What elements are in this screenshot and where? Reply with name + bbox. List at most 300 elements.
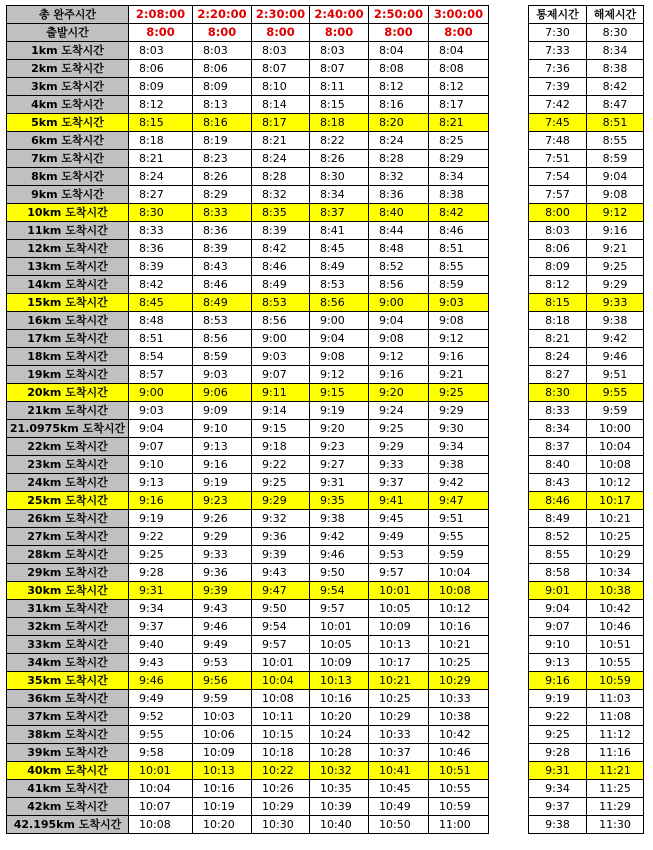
release-time-cell: 9:51 [587, 366, 644, 384]
arrival-time-cell: 9:59 [429, 546, 489, 564]
control-row [529, 780, 644, 798]
control-time-cell: 9:04 [529, 600, 587, 618]
start-time-label: 출발시간 [7, 24, 129, 42]
release-time-cell: 8:34 [587, 42, 644, 60]
control-time-cell: 8:46 [529, 492, 587, 510]
control-row [529, 546, 644, 564]
release-time-cell: 10:04 [587, 438, 644, 456]
finish-time-header: 2:50:00 [369, 6, 429, 24]
arrival-time-cell: 9:04 [369, 312, 429, 330]
distance-label: 28km 도착시간 [7, 546, 129, 564]
arrival-time-cell: 9:35 [310, 492, 369, 510]
arrival-time-cell: 8:49 [252, 276, 310, 294]
arrival-time-cell: 9:08 [429, 312, 489, 330]
distance-label: 5km 도착시간 [7, 114, 129, 132]
arrival-time-cell: 9:55 [129, 726, 193, 744]
finish-time-header: 2:20:00 [193, 6, 252, 24]
control-row [529, 222, 644, 240]
arrival-time-cell: 8:44 [369, 222, 429, 240]
arrival-time-cell: 9:03 [193, 366, 252, 384]
distance-label: 3km 도착시간 [7, 78, 129, 96]
arrival-time-cell: 8:15 [129, 114, 193, 132]
arrival-time-cell: 9:19 [193, 474, 252, 492]
distance-label: 41km 도착시간 [7, 780, 129, 798]
arrival-time-cell: 8:13 [193, 96, 252, 114]
arrival-time-cell: 8:16 [369, 96, 429, 114]
control-row [529, 96, 644, 114]
arrival-time-cell: 9:23 [310, 438, 369, 456]
control-row [529, 510, 644, 528]
arrival-time-cell: 9:34 [429, 438, 489, 456]
arrival-time-cell: 9:25 [252, 474, 310, 492]
table-row [7, 654, 489, 672]
arrival-time-cell: 9:19 [129, 510, 193, 528]
arrival-time-cell: 8:45 [129, 294, 193, 312]
control-time-cell: 8:33 [529, 402, 587, 420]
arrival-time-cell: 8:36 [369, 186, 429, 204]
arrival-time-cell: 8:53 [310, 276, 369, 294]
arrival-time-cell: 8:36 [193, 222, 252, 240]
control-time-cell: 9:28 [529, 744, 587, 762]
arrival-time-cell: 9:53 [193, 654, 252, 672]
table-row [7, 780, 489, 798]
control-row [529, 726, 644, 744]
control-time-cell: 8:30 [529, 384, 587, 402]
distance-label: 12km 도착시간 [7, 240, 129, 258]
control-row [529, 240, 644, 258]
arrival-time-cell: 10:21 [429, 636, 489, 654]
arrival-time-cell: 9:31 [310, 474, 369, 492]
control-row [529, 636, 644, 654]
release-time-cell: 9:33 [587, 294, 644, 312]
release-time-cell: 9:46 [587, 348, 644, 366]
arrival-time-cell: 9:49 [129, 690, 193, 708]
arrival-time-cell: 9:54 [252, 618, 310, 636]
arrival-time-cell: 9:46 [193, 618, 252, 636]
arrival-time-cell: 10:07 [129, 798, 193, 816]
arrival-time-cell: 10:33 [429, 690, 489, 708]
arrival-time-cell: 9:30 [429, 420, 489, 438]
arrival-time-cell: 10:35 [310, 780, 369, 798]
release-time-cell: 9:55 [587, 384, 644, 402]
distance-label: 14km 도착시간 [7, 276, 129, 294]
arrival-time-cell: 9:57 [252, 636, 310, 654]
arrival-time-cell: 8:33 [193, 204, 252, 222]
release-time-cell: 10:21 [587, 510, 644, 528]
table-row [7, 204, 489, 222]
arrival-time-cell: 10:20 [193, 816, 252, 834]
start-time-cell: 8:00 [193, 24, 252, 42]
start-time-row [7, 24, 489, 42]
arrival-time-cell: 10:29 [369, 708, 429, 726]
arrival-time-cell: 8:39 [193, 240, 252, 258]
arrival-time-cell: 10:15 [252, 726, 310, 744]
control-row [529, 438, 644, 456]
arrival-time-cell: 10:25 [429, 654, 489, 672]
arrival-time-cell: 9:12 [369, 348, 429, 366]
arrival-time-cell: 8:22 [310, 132, 369, 150]
control-row [529, 294, 644, 312]
control-row [529, 744, 644, 762]
control-time-cell: 8:03 [529, 222, 587, 240]
distance-label: 26km 도착시간 [7, 510, 129, 528]
arrival-time-cell: 9:29 [193, 528, 252, 546]
table-row [7, 78, 489, 96]
arrival-time-cell: 10:19 [193, 798, 252, 816]
arrival-time-cell: 8:21 [252, 132, 310, 150]
control-row [529, 402, 644, 420]
arrival-time-cell: 10:11 [252, 708, 310, 726]
control-time-cell: 7:39 [529, 78, 587, 96]
distance-label: 39km 도착시간 [7, 744, 129, 762]
distance-label: 40km 도착시간 [7, 762, 129, 780]
control-row [529, 114, 644, 132]
arrival-time-cell: 8:03 [310, 42, 369, 60]
arrival-time-cell: 9:13 [193, 438, 252, 456]
table-row [7, 582, 489, 600]
arrival-time-cell: 8:18 [129, 132, 193, 150]
arrival-time-cell: 10:39 [310, 798, 369, 816]
table-row [7, 762, 489, 780]
arrival-time-cell: 11:00 [429, 816, 489, 834]
finish-time-header: 2:08:00 [129, 6, 193, 24]
arrival-time-cell: 10:32 [310, 762, 369, 780]
arrival-time-cell: 9:49 [369, 528, 429, 546]
arrival-time-cell: 10:40 [310, 816, 369, 834]
arrival-time-cell: 8:53 [193, 312, 252, 330]
control-time-cell: 8:58 [529, 564, 587, 582]
control-time-cell: 7:30 [529, 24, 587, 42]
distance-label: 30km 도착시간 [7, 582, 129, 600]
arrival-time-cell: 10:13 [310, 672, 369, 690]
release-time-cell: 10:42 [587, 600, 644, 618]
arrival-time-cell: 10:20 [310, 708, 369, 726]
control-time-cell: 9:25 [529, 726, 587, 744]
arrival-time-cell: 8:11 [310, 78, 369, 96]
arrival-time-cell: 9:47 [429, 492, 489, 510]
release-time-cell: 10:59 [587, 672, 644, 690]
table-row [7, 60, 489, 78]
release-time-cell: 11:12 [587, 726, 644, 744]
arrival-time-cell: 8:46 [193, 276, 252, 294]
arrival-time-cell: 10:18 [252, 744, 310, 762]
arrival-time-cell: 9:42 [310, 528, 369, 546]
distance-label: 6km 도착시간 [7, 132, 129, 150]
release-time-cell: 9:16 [587, 222, 644, 240]
arrival-time-cell: 8:35 [252, 204, 310, 222]
arrival-time-cell: 10:01 [310, 618, 369, 636]
table-row [7, 618, 489, 636]
arrival-time-cell: 8:40 [369, 204, 429, 222]
arrival-time-cell: 9:41 [369, 492, 429, 510]
arrival-time-cell: 9:21 [429, 366, 489, 384]
arrival-time-cell: 10:04 [252, 672, 310, 690]
control-time-cell: 8:40 [529, 456, 587, 474]
arrival-time-cell: 10:50 [369, 816, 429, 834]
arrival-time-cell: 8:06 [129, 60, 193, 78]
table-row [7, 474, 489, 492]
release-time-cell: 10:25 [587, 528, 644, 546]
distance-label: 24km 도착시간 [7, 474, 129, 492]
finish-time-header: 3:00:00 [429, 6, 489, 24]
arrival-time-cell: 9:15 [310, 384, 369, 402]
arrival-time-cell: 8:25 [429, 132, 489, 150]
arrival-time-cell: 8:09 [129, 78, 193, 96]
start-time-cell: 8:00 [429, 24, 489, 42]
arrival-time-cell: 10:29 [429, 672, 489, 690]
arrival-time-cell: 9:16 [129, 492, 193, 510]
arrival-time-cell: 9:03 [129, 402, 193, 420]
arrival-time-cell: 8:37 [310, 204, 369, 222]
distance-label: 21.0975km 도착시간 [7, 420, 129, 438]
arrival-time-cell: 8:03 [252, 42, 310, 60]
arrival-time-cell: 10:09 [369, 618, 429, 636]
arrival-time-cell: 9:23 [193, 492, 252, 510]
control-time-header: 통제시간 [529, 6, 587, 24]
arrival-time-cell: 10:38 [429, 708, 489, 726]
arrival-time-cell: 9:08 [310, 348, 369, 366]
arrival-time-cell: 10:26 [252, 780, 310, 798]
arrival-time-cell: 8:30 [129, 204, 193, 222]
arrival-time-cell: 8:27 [129, 186, 193, 204]
arrival-time-cell: 8:53 [252, 294, 310, 312]
release-time-cell: 11:16 [587, 744, 644, 762]
arrival-time-cell: 9:14 [252, 402, 310, 420]
release-time-cell: 9:29 [587, 276, 644, 294]
release-time-cell: 10:17 [587, 492, 644, 510]
release-time-cell: 9:12 [587, 204, 644, 222]
arrival-time-cell: 9:00 [252, 330, 310, 348]
arrival-time-cell: 8:46 [252, 258, 310, 276]
arrival-time-cell: 9:07 [129, 438, 193, 456]
arrival-time-cell: 9:22 [129, 528, 193, 546]
arrival-time-cell: 8:24 [369, 132, 429, 150]
arrival-time-cell: 8:03 [193, 42, 252, 60]
distance-label: 37km 도착시간 [7, 708, 129, 726]
arrival-time-cell: 9:47 [252, 582, 310, 600]
arrival-time-cell: 9:46 [310, 546, 369, 564]
arrival-time-cell: 10:16 [310, 690, 369, 708]
distance-label: 21km 도착시간 [7, 402, 129, 420]
control-row [529, 168, 644, 186]
distance-label: 36km 도착시간 [7, 690, 129, 708]
arrival-time-cell: 8:46 [429, 222, 489, 240]
control-time-cell: 8:43 [529, 474, 587, 492]
arrival-time-cell: 8:45 [310, 240, 369, 258]
table-row [7, 564, 489, 582]
arrival-time-cell: 8:36 [129, 240, 193, 258]
control-row [529, 816, 644, 834]
arrival-time-cell: 9:18 [252, 438, 310, 456]
arrival-time-cell: 9:20 [369, 384, 429, 402]
arrival-time-cell: 8:07 [310, 60, 369, 78]
table-row [7, 312, 489, 330]
arrival-time-cell: 10:08 [129, 816, 193, 834]
arrival-time-cell: 9:53 [369, 546, 429, 564]
arrival-time-cell: 8:48 [369, 240, 429, 258]
arrival-time-cell: 9:16 [429, 348, 489, 366]
distance-label: 13km 도착시간 [7, 258, 129, 276]
control-time-cell: 8:12 [529, 276, 587, 294]
arrival-time-cell: 9:29 [252, 492, 310, 510]
table-row [7, 114, 489, 132]
control-time-cell: 8:09 [529, 258, 587, 276]
arrival-time-cell: 8:55 [429, 258, 489, 276]
release-time-cell: 8:42 [587, 78, 644, 96]
control-time-cell: 9:19 [529, 690, 587, 708]
distance-label: 38km 도착시간 [7, 726, 129, 744]
arrival-time-cell: 8:07 [252, 60, 310, 78]
arrival-time-cell: 9:25 [369, 420, 429, 438]
control-row [529, 384, 644, 402]
release-time-cell: 10:34 [587, 564, 644, 582]
table-row [7, 420, 489, 438]
table-row [7, 672, 489, 690]
table-row [7, 186, 489, 204]
control-time-cell: 8:18 [529, 312, 587, 330]
arrival-time-cell: 8:32 [369, 168, 429, 186]
control-time-cell: 8:06 [529, 240, 587, 258]
arrival-time-cell: 9:13 [129, 474, 193, 492]
arrival-time-cell: 10:05 [310, 636, 369, 654]
table-row [7, 384, 489, 402]
distance-label: 10km 도착시간 [7, 204, 129, 222]
arrival-time-cell: 10:01 [129, 762, 193, 780]
table-row [7, 636, 489, 654]
arrival-time-cell: 8:56 [310, 294, 369, 312]
control-row [529, 618, 644, 636]
table-row [7, 42, 489, 60]
arrival-time-cell: 9:46 [129, 672, 193, 690]
arrival-time-cell: 8:04 [429, 42, 489, 60]
table-row [7, 816, 489, 834]
control-time-cell: 8:24 [529, 348, 587, 366]
arrival-time-cell: 8:26 [193, 168, 252, 186]
control-time-cell: 7:45 [529, 114, 587, 132]
arrival-time-cell: 9:58 [129, 744, 193, 762]
distance-label: 31km 도착시간 [7, 600, 129, 618]
arrival-time-cell: 8:56 [369, 276, 429, 294]
release-time-cell: 10:29 [587, 546, 644, 564]
arrival-time-cell: 9:55 [429, 528, 489, 546]
table-row [7, 348, 489, 366]
arrival-time-cell: 9:00 [369, 294, 429, 312]
arrival-time-cell: 10:24 [310, 726, 369, 744]
arrival-time-cell: 10:49 [369, 798, 429, 816]
control-row [529, 78, 644, 96]
distance-label: 2km 도착시간 [7, 60, 129, 78]
arrival-time-cell: 9:38 [429, 456, 489, 474]
control-row [529, 330, 644, 348]
arrival-time-cell: 9:54 [310, 582, 369, 600]
table-row [7, 168, 489, 186]
arrival-time-cell: 10:16 [429, 618, 489, 636]
arrival-time-cell: 10:08 [429, 582, 489, 600]
arrival-time-cell: 9:42 [429, 474, 489, 492]
arrival-time-cell: 8:09 [193, 78, 252, 96]
arrival-time-cell: 10:09 [310, 654, 369, 672]
control-row [529, 456, 644, 474]
arrival-time-cell: 9:36 [193, 564, 252, 582]
control-time-cell: 8:21 [529, 330, 587, 348]
arrival-time-cell: 9:06 [193, 384, 252, 402]
control-row [529, 672, 644, 690]
arrival-time-cell: 10:03 [193, 708, 252, 726]
arrival-time-cell: 8:42 [129, 276, 193, 294]
table-row [7, 258, 489, 276]
distance-label: 25km 도착시간 [7, 492, 129, 510]
control-time-cell: 9:34 [529, 780, 587, 798]
arrival-time-cell: 9:43 [252, 564, 310, 582]
arrival-time-cell: 9:50 [252, 600, 310, 618]
release-time-cell: 10:12 [587, 474, 644, 492]
arrival-time-cell: 8:08 [429, 60, 489, 78]
release-time-cell: 8:47 [587, 96, 644, 114]
control-row [529, 42, 644, 60]
arrival-time-cell: 9:43 [193, 600, 252, 618]
table-row [7, 528, 489, 546]
arrival-time-cell: 8:57 [129, 366, 193, 384]
control-row [529, 762, 644, 780]
distance-label: 1km 도착시간 [7, 42, 129, 60]
control-time-cell: 8:15 [529, 294, 587, 312]
release-time-cell: 8:55 [587, 132, 644, 150]
control-row [529, 60, 644, 78]
distance-label: 15km 도착시간 [7, 294, 129, 312]
arrival-time-cell: 8:41 [310, 222, 369, 240]
release-time-cell: 11:29 [587, 798, 644, 816]
table-row [7, 744, 489, 762]
arrival-time-cell: 10:30 [252, 816, 310, 834]
arrival-time-cell: 10:59 [429, 798, 489, 816]
arrival-time-cell: 9:09 [193, 402, 252, 420]
arrival-time-cell: 10:46 [429, 744, 489, 762]
distance-label: 9km 도착시간 [7, 186, 129, 204]
arrival-time-cell: 8:17 [252, 114, 310, 132]
release-time-cell: 11:03 [587, 690, 644, 708]
arrival-time-cell: 9:40 [129, 636, 193, 654]
distance-label: 19km 도착시간 [7, 366, 129, 384]
arrival-time-cell: 8:12 [429, 78, 489, 96]
control-time-table [528, 5, 644, 834]
distance-label: 7km 도착시간 [7, 150, 129, 168]
arrival-time-cell: 10:21 [369, 672, 429, 690]
arrival-time-cell: 10:13 [369, 636, 429, 654]
arrival-time-cell: 9:56 [193, 672, 252, 690]
release-time-cell: 10:55 [587, 654, 644, 672]
control-time-cell: 9:22 [529, 708, 587, 726]
table-row [7, 132, 489, 150]
control-time-cell: 9:38 [529, 816, 587, 834]
arrival-time-cell: 8:42 [252, 240, 310, 258]
arrival-time-cell: 9:59 [193, 690, 252, 708]
control-time-cell: 8:49 [529, 510, 587, 528]
distance-label: 16km 도착시간 [7, 312, 129, 330]
distance-label: 23km 도착시간 [7, 456, 129, 474]
arrival-time-cell: 8:14 [252, 96, 310, 114]
distance-label: 17km 도착시간 [7, 330, 129, 348]
table-row [7, 276, 489, 294]
arrival-time-cell: 10:37 [369, 744, 429, 762]
release-time-cell: 9:38 [587, 312, 644, 330]
distance-label: 42km 도착시간 [7, 798, 129, 816]
arrival-time-cell: 8:29 [429, 150, 489, 168]
control-row [529, 564, 644, 582]
arrival-time-cell: 8:52 [369, 258, 429, 276]
arrival-time-cell: 8:59 [429, 276, 489, 294]
release-time-cell: 10:00 [587, 420, 644, 438]
table-row [7, 240, 489, 258]
